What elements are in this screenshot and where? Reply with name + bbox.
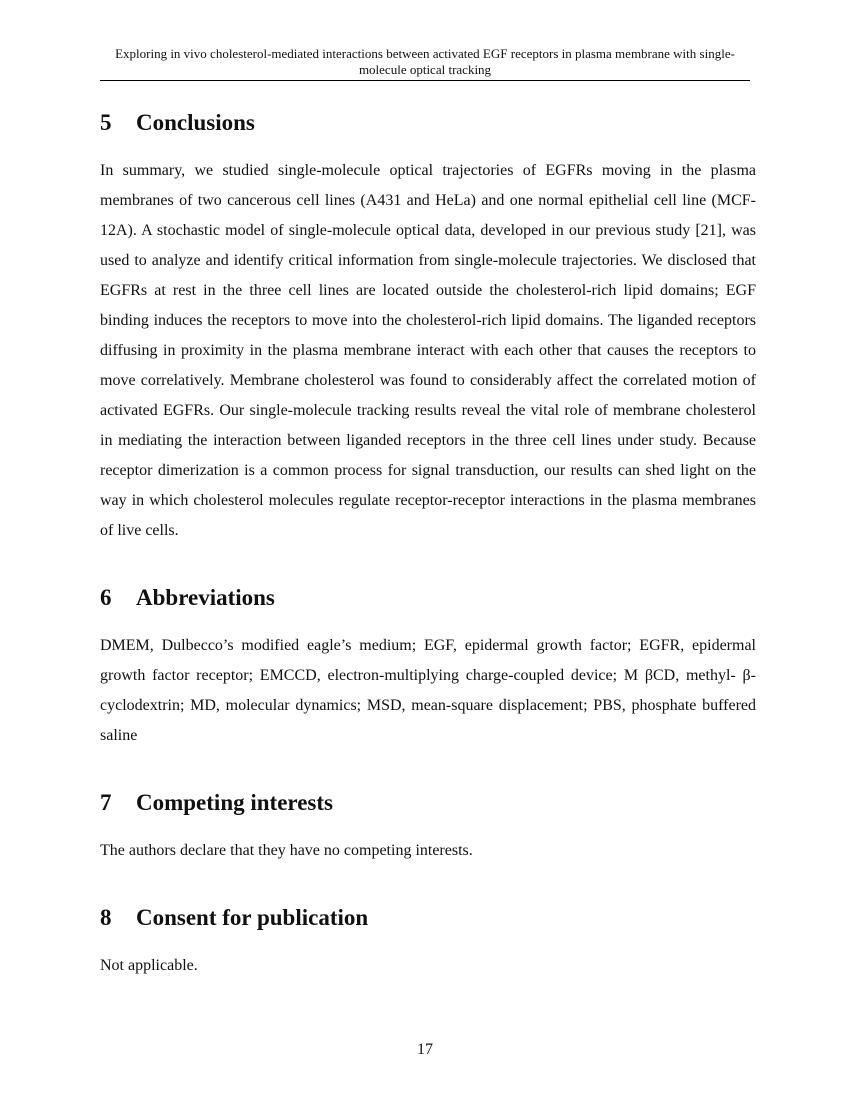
section-title: Conclusions bbox=[136, 110, 255, 135]
section-conclusions bbox=[100, 108, 756, 546]
section-heading bbox=[100, 108, 756, 138]
section-paragraph: The authors declare that they have no competing interests. bbox=[100, 842, 473, 859]
section-heading bbox=[100, 583, 756, 613]
section-abbreviations bbox=[100, 583, 756, 751]
section-heading bbox=[100, 788, 756, 818]
running-header: Exploring in vivo cholesterol-mediated interactions between activated EGF receptors in plasma membrane with single-molecule optical tracking bbox=[100, 46, 750, 81]
section-title: Consent for publication bbox=[136, 905, 369, 930]
section-number: 6 bbox=[100, 585, 112, 610]
section-number: 7 bbox=[100, 790, 112, 815]
section-number: 5 bbox=[100, 110, 112, 135]
section-heading bbox=[100, 903, 756, 933]
section-paragraph: DMEM, Dulbecco’s modified eagle’s medium; EGF, epidermal growth factor; EGFR, epidermal growth factor receptor; EMCCD, electron-multiplying charge-coupled device; M βCD, methyl- β-cyclodextrin; MD, molecular dynamics; MSD, mean-square displacement; PBS, phosphate buffered saline bbox=[100, 637, 756, 744]
section-consent-for-publication bbox=[100, 903, 756, 981]
section-paragraph: Not applicable. bbox=[100, 957, 198, 974]
section-number: 8 bbox=[100, 905, 112, 930]
page-number: 17 bbox=[417, 1041, 433, 1058]
section-competing-interests bbox=[100, 788, 756, 866]
section-paragraph: In summary, we studied single-molecule optical trajectories of EGFRs moving in the plasma membranes of two cancerous cell lines (A431 and HeLa) and one normal epithelial cell line (MCF-12A). A stochastic model of single-molecule optical data, developed in our previous study [21], was used to analyze and identify critical information from single-molecule trajectories. We disclosed that EGFRs at rest in the three cell lines are located outside the cholesterol-rich lipid domains; EGF binding induces the receptors to move into the cholesterol-rich lipid domains. The liganded receptors diffusing in proximity in the plasma membrane interact with each other that causes the receptors to move correlatively. Membrane cholesterol was found to considerably affect the correlated motion of activated EGFRs. Our single-molecule tracking results reveal the vital role of membrane cholesterol in mediating the interaction between liganded receptors in the three cell lines under study. Because receptor dimerization is a common process for signal transduction, our results can shed light on the way in which cholesterol molecules regulate receptor-receptor interactions in the plasma membranes of live cells. bbox=[100, 162, 756, 539]
page-content bbox=[100, 108, 756, 981]
section-title: Competing interests bbox=[136, 790, 333, 815]
section-title: Abbreviations bbox=[136, 585, 275, 610]
